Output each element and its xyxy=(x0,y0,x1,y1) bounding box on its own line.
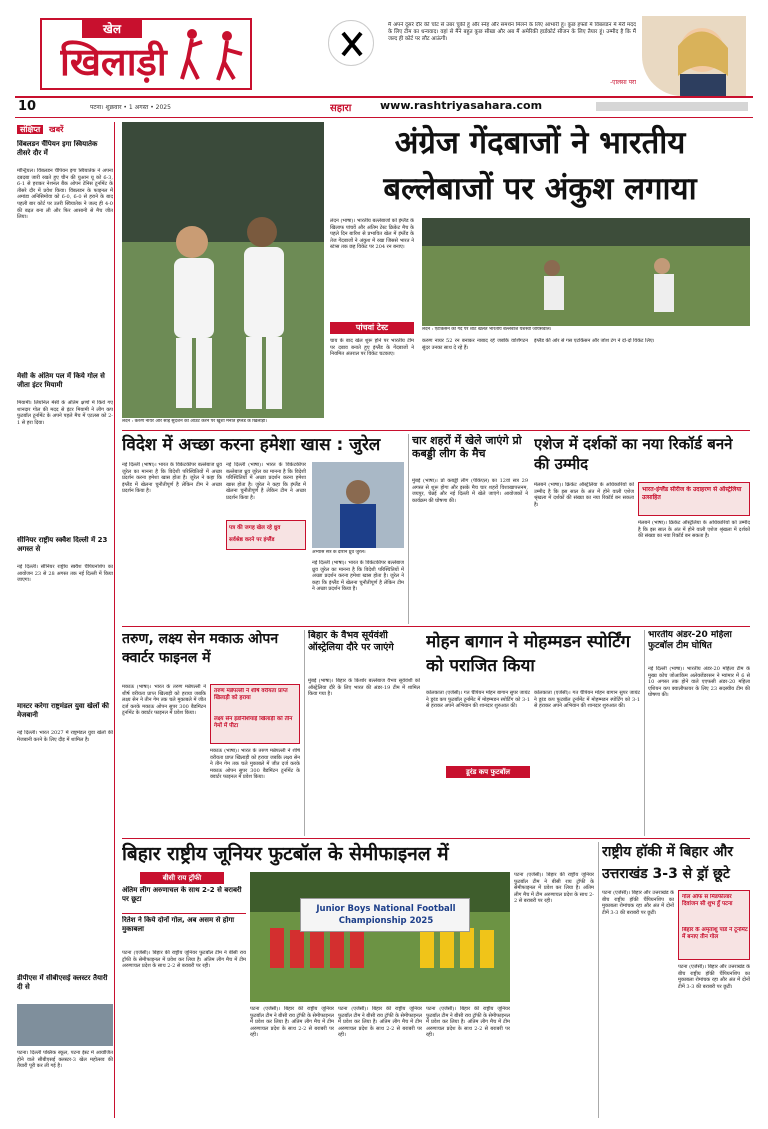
masthead-title: खिलाड़ी xyxy=(60,40,167,84)
quote-author: -एलिसा पेरी xyxy=(610,80,636,86)
sidebar-item-body: पटना। दिल्ली पब्लिक स्कूल, पटना ईस्ट में आयोजित होने वाले सीबीएसई क्लस्टर-3 खेल महोत्सव की तैयारी पूरी कर ली गई है। xyxy=(17,1050,113,1070)
kabaddi-body: मुंबई (भाषा)। प्रो कबड्डी लीग (पीकेएल) का 12वां सत्र 29 अगस्त से शुरू होगा और इसके मैच चार शहरों विशाखापत्तनम, जयपुर, चेन्नई और नई दिल्ली में खेले जाएंगे। आयोजकों ने कार्यक्रम की घोषणा की। xyxy=(412,478,528,504)
ashes-body-2: मेलबर्न (भाषा)। क्रिकेट ऑस्ट्रेलिया के अधिकारियों को उम्मीद है कि इस साल के अंत में होने वाली एशेज श्रृंखला में दर्शकों की संख्या का नया रिकॉर्ड बन सकता है। xyxy=(638,520,750,540)
lead-photo-caption: लंदन : करुण नायर और साई सुदर्शन को आउट करने पर खुशी मनाते इंग्लैंड के खिलाड़ी। xyxy=(122,419,267,424)
sidebar-item-body: मॉन्ट्रियल। विंबलडन चैंपियन इगा स्वियातेक ने अपना दबदबा जारी रखते हुए चीन की युआन यू को 6-3, 6-1 से हराकर नेशनल बैंक ओपन टेनिस टूर्नामेंट के तीसरे दौर में प्रवेश किया। विंबलडन के फाइनल में अमांडा अनिसिमोवा को 6-0, 6-0 से हराने के बाद पहली बार कोर्ट पर उतरी स्वियातेक ने जल्द ही 4-0 की बढ़त बना ली और फिर आसानी से मैच जीत लिया। xyxy=(17,168,113,221)
hockey-pull-1: गोल ऑफ स मिडफील्डर दिवांजन सी शुभ हुँ पटना xyxy=(682,894,733,908)
mohun-label: डूरंड कप फुटबॉल xyxy=(446,766,530,778)
ashes-pullquote xyxy=(638,482,750,516)
junior-banner-text: Junior Boys National Football Championship 2025 xyxy=(316,904,456,926)
sidebar-item-body: नई दिल्ली। सीनियर राष्ट्रीय स्क्वैश चैंपियनशिप का आयोजन 23 से 28 अगस्त तक नई दिल्ली में किया जाएगा। xyxy=(17,564,113,584)
jurel-body: नई दिल्ली (भाषा)। भारत के विकेटकीपर बल्लेबाज ध्रुव जुरेल का मानना है कि विदेशी परिस्थितियों में अच्छा प्रदर्शन करना हमेशा खास होता है। जुरेल ने कहा कि इंग्लैंड में खेलना चुनौतीपूर्ण है लेकिन टीम ने अच्छा प्रदर्शन किया है। xyxy=(122,462,222,495)
sidebar-item-title: विंबलडन चैंपियन इगा स्वियातेक तीसरे दौर में xyxy=(17,140,98,157)
sidebar-item-title: मेसी के अंतिम पल में किये गोल से जीता इंटर मियामी xyxy=(17,372,105,389)
hockey-body: पटना (एजेंसी)। बिहार और उत्तराखंड के बीच राष्ट्रीय हॉकी चैंपियनशिप का मुकाबला रोमांचक रहा और अंत में दोनों टीमें 3-3 की बराबरी पर छूटीं। xyxy=(602,890,674,916)
column-divider xyxy=(408,434,409,624)
sidebar-item-body: मियामी। लियोनेल मेसी के अंतिम क्षणों में किये गए शानदार गोल की मदद से इंटर मियामी ने लीग कप फुटबॉल टूर्नामेंट के अपने पहले मैच में एटलस को 2-1 से हरा दिया। xyxy=(17,400,113,426)
junior-banner xyxy=(300,898,470,932)
hockey-headline-line1: राष्ट्रीय हॉकी में बिहार और xyxy=(602,844,734,860)
sidebar-item-title: सीनियर राष्ट्रीय स्क्वैश दिल्ली में 23 अगस्त से xyxy=(17,536,108,553)
sports-silhouettes-icon xyxy=(172,24,252,84)
sidebar-header-a: संक्षिप्त xyxy=(17,125,43,134)
macau-pull-2: लक्ष्य सेन इंडोनेशियाई खिलाड़ी को तीन गेमों में पीटा xyxy=(214,716,293,730)
lead-body-col1b: चाय के बाद खेल शुरू होने पर भारतीय टीम पर दबाव बनाते हुए इंग्लैंड के गेंदबाजों ने नियमित अंतराल पर विकेट चटकाए। xyxy=(330,338,414,358)
mohun-body-2: कोलकाता (एजेंसी)। गत चैंपियन मोहन बागान सुपर जायंट ने डूरंड कप फुटबॉल टूर्नामेंट में मोहम्मडन स्पोर्टिंग को 3-1 से हराकर अपने अभियान की शानदार शुरुआत की। xyxy=(534,690,640,710)
ashes-headline: एशेज में दर्शकों का नया रिकॉर्ड बनने की उम्मीद xyxy=(534,435,733,473)
hockey-headline-line2: उत्तराखंड 3-3 से ड्रॉ छूटे xyxy=(602,866,730,882)
quote-text: मैं अपने दूसरे दौर की चोट से उबर चुकी हूं और स्नेह और समर्थन मिलने के लिए आभारी हूं। कुछ हफ्तों में विंबलडन में मेरी मदद के लिए टीम का धन्यवाद। वहां से मैंने बहुत कुछ सीखा और अब मैं अमेरिकी हार्डकोर्ट सीजन के लिए तैयार हूं। उम्मीद है कि मैं जल्द ही कोर्ट पर लौट आऊंगी। xyxy=(388,22,636,43)
header-shade xyxy=(596,102,748,111)
column-divider xyxy=(598,842,599,1118)
kabaddi-headline: चार शहरों में खेले जाएंगे प्रो कबड्डी लीग के मैच xyxy=(412,434,522,460)
junior-pull-1: अंतिम लीग अरुणाचल के साथ 2-2 से बराबरी पर छूटा xyxy=(122,886,246,914)
column-divider xyxy=(644,630,645,836)
jurel-headline: विदेश में अच्छा करना हमेशा खास : जुरेल xyxy=(122,435,381,455)
player-photo xyxy=(642,16,746,96)
ashes-pull: भारत-इंग्लैंड सीरीज के उदाहरण से ऑस्ट्रेलिया उत्साहित xyxy=(642,486,742,501)
u20-body: नई दिल्ली (भाषा)। भारतीय अंडर-20 महिला टीम के मुख्य कोच जोआकिम अलेक्जेंडरसन ने म्यांमार में 6 से 10 अगस्त तक होने वाले एएफसी अंडर-20 महिला एशियन कप क्वालीफायर के लिए 23 सदस्यीय टीम की घोषणा की। xyxy=(648,666,750,699)
hockey-pullquote xyxy=(678,890,750,960)
lead-body-col3: इंग्लैंड की ओर से गस एटकिंसन और जोश टंग ने दो-दो विकेट लिए। xyxy=(534,338,655,344)
hockey-body-2: पटना (एजेंसी)। बिहार और उत्तराखंड के बीच राष्ट्रीय हॉकी चैंपियनशिप का मुकाबला रोमांचक रहा और अंत में दोनों टीमें 3-3 की बराबरी पर छूटीं। xyxy=(678,964,750,990)
dateline: पटना। शुक्रवार • 1 अगस्त • 2025 xyxy=(90,104,171,111)
sidebar-header-b: खबरें xyxy=(49,125,64,134)
sidebar-item-body: नई दिल्ली। भारत 2027 में राष्ट्रमंडल युवा खेलों की मेजबानी करने के लिए दौड़ में शामिल है। xyxy=(17,730,113,743)
sidebar-item-title: डीपीएस में सीबीएसई क्लस्टर तैयारी दी से xyxy=(17,974,108,991)
sidebar xyxy=(15,122,115,1118)
lead-body-col1: लंदन (भाषा)। भारतीय बल्लेबाजों को इंग्लैंड के खिलाफ पांचवें और अंतिम टेस्ट क्रिकेट मैच के पहले दिन बारिश से प्रभावित खेल में इंग्लैंड के तेज गेंदबाजों ने अंकुश में रखा जिससे भारत ने स्टंप्स तक छह विकेट पर 204 रन बनाए। xyxy=(330,218,414,251)
junior-pull-2: रितेश ने किये दोनों गोल, अब असम से होगा मुकाबला xyxy=(122,916,235,933)
top-rule xyxy=(15,96,753,98)
lead-photo-2-caption: लंदन : एटकिंसन की गेंद पर शॉट खेलते भारतीय बल्लेबाज यशस्वी जायसवाल। xyxy=(422,327,552,332)
macau-body-2: मकाऊ (भाषा)। भारत के तरुण मन्नेपल्ली ने शीर्ष वरीयता प्राप्त खिलाड़ी को हराया जबकि लक्ष्य सेन ने तीन गेम तक चले मुकाबले में जीत दर्ज करके मकाऊ ओपन सुपर 300 बैडमिंटन टूर्नामेंट के क्वार्टर फाइनल में प्रवेश किया। xyxy=(210,748,300,781)
masthead-top-word: खेल xyxy=(82,20,142,38)
junior-body-4: पटना (एजेंसी)। बिहार की राष्ट्रीय जूनियर फुटबॉल टीम ने बीसी राय ट्रॉफी के सेमीफाइनल में प्रवेश कर लिया है। अंतिम लीग मैच में टीम अरुणाचल प्रदेश के साथ 2-2 से बराबरी पर रही। xyxy=(426,1006,510,1039)
macau-pull-1: तरुण मन्नेपल्ली ने शीर्ष वरीयता प्राप्त खिलाड़ी को हराया xyxy=(214,688,288,702)
macau-pullquote xyxy=(210,684,300,744)
lead-headline-line2: बल्लेबाजों पर अंकुश लगाया xyxy=(383,171,697,207)
mohun-headline: मोहन बागान ने मोहम्मडन स्पोर्टिंग को पराजित किया xyxy=(426,632,631,676)
lead-body-col2: करुण नायर 52 रन बनाकर नाबाद रहे जबकि वाशिंगटन सुंदर उनका साथ दे रहे हैं। xyxy=(422,338,528,351)
sidebar-item-title: मास्टर करेगा राष्ट्रमंडल युवा खेलों की मेजबानी xyxy=(17,702,109,719)
hockey-pull-2: बिहार के अमृतांशु पांडे ने टूर्नामेंट में बनाए तीन गोल xyxy=(682,927,748,941)
junior-headline: बिहार राष्ट्रीय जूनियर फुटबॉल के सेमीफाइनल में xyxy=(122,843,449,865)
macau-body: मकाऊ (भाषा)। भारत के तरुण मन्नेपल्ली ने शीर्ष वरीयता प्राप्त खिलाड़ी को हराया जबकि लक्ष्य सेन ने तीन गेम तक चले मुकाबले में जीत दर्ज करके मकाऊ ओपन सुपर 300 बैडमिंटन टूर्नामेंट के क्वार्टर फाइनल में प्रवेश किया। xyxy=(122,684,206,717)
x-logo-icon xyxy=(328,20,374,66)
sidebar-photo xyxy=(17,1004,113,1046)
junior-body: पटना (एजेंसी)। बिहार की राष्ट्रीय जूनियर फुटबॉल टीम ने बीसी राय ट्रॉफी के सेमीफाइनल में प्रवेश कर लिया है। अंतिम लीग मैच में टीम अरुणाचल प्रदेश के साथ 2-2 से बराबरी पर रही। xyxy=(122,950,246,970)
jurel-body-2: नई दिल्ली (भाषा)। भारत के विकेटकीपर बल्लेबाज ध्रुव जुरेल का मानना है कि विदेशी परिस्थितियों में अच्छा प्रदर्शन करना हमेशा खास होता है। जुरेल ने कहा कि इंग्लैंड में खेलना चुनौतीपूर्ण है लेकिन टीम ने अच्छा प्रदर्शन किया है। xyxy=(226,462,306,501)
section-rule xyxy=(122,430,750,431)
junior-pullquote xyxy=(122,886,246,946)
macau-headline: तरुण, लक्ष्य सेन मकाऊ ओपन क्वार्टर फाइनल में xyxy=(122,631,279,666)
lead-headline-line1: अंग्रेज गेंदबाजों ने भारतीय xyxy=(394,125,686,161)
paper-url[interactable]: www.rashtriyasahara.com xyxy=(380,99,543,112)
mohun-body: कोलकाता (एजेंसी)। गत चैंपियन मोहन बागान सुपर जायंट ने डूरंड कप फुटबॉल टूर्नामेंट में मोहम्मडन स्पोर्टिंग को 3-1 से हराकर अपने अभियान की शानदार शुरुआत की। xyxy=(426,690,530,710)
junior-label: बीसी राय ट्रॉफी xyxy=(140,872,224,884)
section-rule xyxy=(122,626,750,627)
junior-body-5: पटना (एजेंसी)। बिहार की राष्ट्रीय जूनियर फुटबॉल टीम ने बीसी राय ट्रॉफी के सेमीफाइनल में प्रवेश कर लिया है। अंतिम लीग मैच में टीम अरुणाचल प्रदेश के साथ 2-2 से बराबरी पर रही। xyxy=(514,872,594,905)
page-number: 10 xyxy=(18,99,37,114)
column-divider xyxy=(304,630,305,836)
section-rule xyxy=(122,838,750,839)
lead-label: पांचवां टेस्ट xyxy=(330,322,414,334)
lead-photo xyxy=(122,122,324,418)
jurel-photo xyxy=(312,462,404,548)
masthead-box xyxy=(40,18,252,90)
jurel-pull-2: सर्वश्रेष्ठ करने पर इंग्लैंड xyxy=(229,537,275,543)
ashes-body: मेलबर्न (भाषा)। क्रिकेट ऑस्ट्रेलिया के अधिकारियों को उम्मीद है कि इस साल के अंत में होने वाली एशेज श्रृंखला में दर्शकों की संख्या का नया रिकॉर्ड बन सकता है। xyxy=(534,482,634,508)
bihar-u19-body: मुंबई (भाषा)। बिहार के किशोर बल्लेबाज वैभव सूर्यवंशी को ऑस्ट्रेलिया दौरे के लिए भारत की अंडर-19 टीम में शामिल किया गया है। xyxy=(308,678,420,698)
u20-headline: भारतीय अंडर-20 महिला फुटबॉल टीम घोषित xyxy=(648,630,732,651)
jurel-body-3: नई दिल्ली (भाषा)। भारत के विकेटकीपर बल्लेबाज ध्रुव जुरेल का मानना है कि विदेशी परिस्थितियों में अच्छा प्रदर्शन करना हमेशा खास होता है। जुरेल ने कहा कि इंग्लैंड में खेलना चुनौतीपूर्ण है लेकिन टीम ने अच्छा प्रदर्शन किया है। xyxy=(312,560,404,593)
junior-photo xyxy=(250,872,510,1002)
junior-body-3: पटना (एजेंसी)। बिहार की राष्ट्रीय जूनियर फुटबॉल टीम ने बीसी राय ट्रॉफी के सेमीफाइनल में प्रवेश कर लिया है। अंतिम लीग मैच में टीम अरुणाचल प्रदेश के साथ 2-2 से बराबरी पर रही। xyxy=(338,1006,422,1039)
junior-body-2: पटना (एजेंसी)। बिहार की राष्ट्रीय जूनियर फुटबॉल टीम ने बीसी राय ट्रॉफी के सेमीफाइनल में प्रवेश कर लिया है। अंतिम लीग मैच में टीम अरुणाचल प्रदेश के साथ 2-2 से बराबरी पर रही। xyxy=(250,1006,334,1039)
jurel-pullquote xyxy=(226,520,306,550)
paper-logo: सहारा xyxy=(330,103,352,114)
jurel-pull-1: पत्र की जगह खेल रहे ध्रुव xyxy=(229,525,281,531)
bihar-u19-headline: बिहार के वैभव सूर्यवंशी ऑस्ट्रेलिया दौरे पर जाएंगे xyxy=(308,630,394,653)
lead-photo-2 xyxy=(422,218,750,326)
dateline-rule xyxy=(15,117,753,118)
jurel-caption: अभ्यास सत्र के दौरान ध्रुव जुरेल। xyxy=(312,550,366,555)
